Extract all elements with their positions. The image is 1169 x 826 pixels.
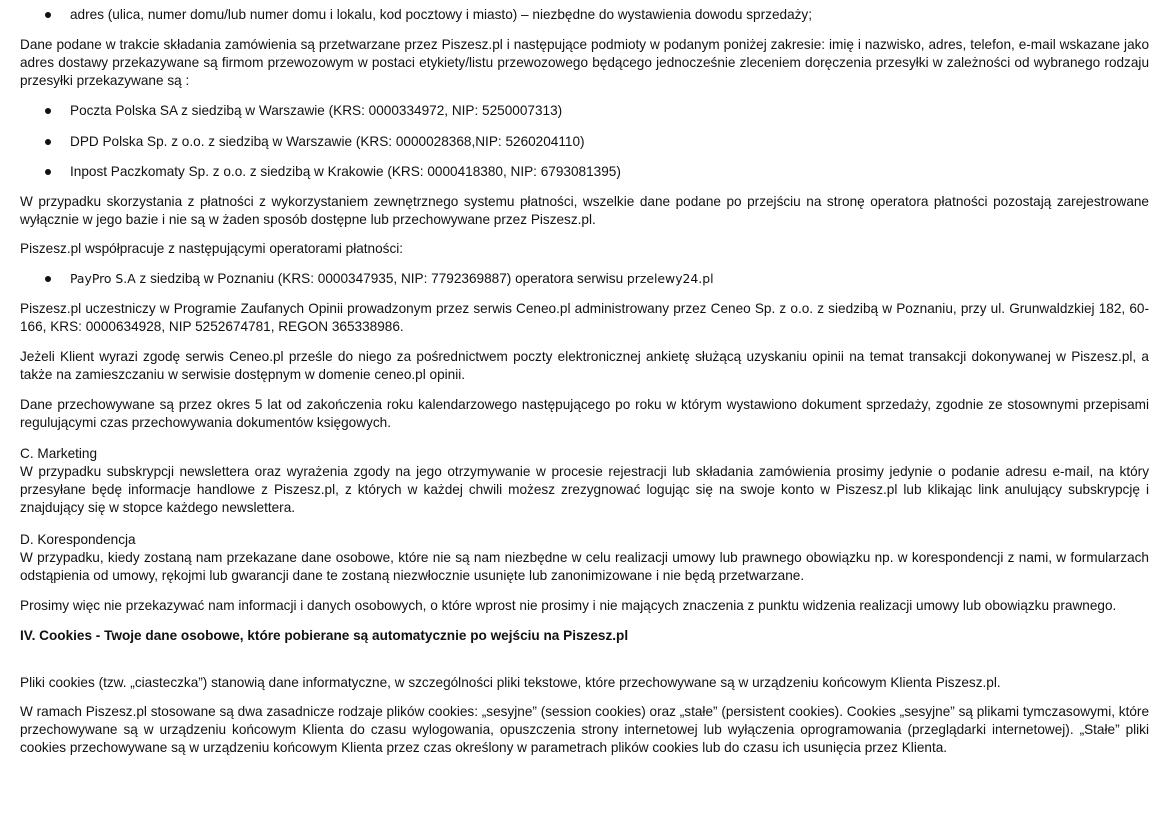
paragraph-data-request: Prosimy więc nie przekazywać nam informacji i danych osobowych, o które wprost nie prosimy i nie mających znaczenia z punktu widzenia realizacji umowy lub obowiązku prawnego. bbox=[20, 598, 1117, 613]
operator-service: przelewy24.pl bbox=[626, 271, 714, 286]
paragraph-data-retention: Dane przechowywane są przez okres 5 lat od zakończenia roku kalendarzowego następującego po roku w którym wystawiono dokument sprzedaży, zgodnie ze stosownymi przepisami regulującymi czas przechowywania dokumentów księgowych. bbox=[20, 397, 1149, 430]
list-item-carrier: Poczta Polska SA z siedzibą w Warszawie (KRS: 0000334972, NIP: 5250007313) bbox=[20, 102, 1149, 120]
document-page bbox=[20, 4, 1149, 757]
section-heading-cookies: IV. Cookies - Twoje dane osobowe, które pobierane są automatycznie po wejściu na Piszesz.pl bbox=[20, 628, 629, 643]
section-heading-marketing: C. Marketing bbox=[20, 446, 98, 461]
list-item-carrier: DPD Polska Sp. z o.o. z siedzibą w Warszawie (KRS: 0000028368,NIP: 5260204110) bbox=[20, 133, 1149, 151]
paragraph-payment-operators: Piszesz.pl współpracuje z następującymi operatorami płatności: bbox=[20, 241, 404, 256]
paragraph-marketing: W przypadku subskrypcji newslettera oraz wyrażenia zgody na jego otrzymywanie w procesie rejestracji lub składania zamówienia prosimy jedynie o podanie adresu e-mail, na który przesyłane będę informacje handlowe z Piszesz.pl, z których w każdej chwili możesz zrezygnować logując się na swoje konto w Piszesz.pl lub klikając link anulujący subskrypcję i znajdujący się w stopce każdego newslettera. bbox=[20, 464, 1149, 515]
operator-details: z siedzibą w Poznaniu (KRS: 0000347935, NIP: 7792369887) operatora serwisu bbox=[135, 271, 627, 286]
paragraph-external-payment: W przypadku skorzystania z płatności z wykorzystaniem zewnętrznego systemu płatności, wszelkie dane podane po przejściu na stronę operatora płatności pozostają zarejestrowane wyłącznie w jego bazie i nie są w żaden sposób dostępne lub przechowywane przez Piszesz.pl. bbox=[20, 194, 1149, 227]
list-item-carrier: Inpost Paczkomaty Sp. z o.o. z siedzibą w Krakowie (KRS: 0000418380, NIP: 6793081395) bbox=[20, 163, 1149, 181]
paragraph-ceneo-program: Piszesz.pl uczestniczy w Programie Zaufanych Opinii prowadzonym przez serwis Ceneo.pl administrowany przez Ceneo Sp. z o.o. z siedzibą w Poznaniu, przy ul. Grunwaldzkiej 182, 60-166, KRS: 0000634928, NIP 5252674781, REGON 365338986. bbox=[20, 301, 1149, 334]
paragraph-correspondence: W przypadku, kiedy zostaną nam przekazane dane osobowe, które nie są nam niezbędne w celu realizacji umowy lub prawnego obowiązku np. w korespondencji z nami, w formularzach odstąpienia od umowy, rękojmi lub gwarancji dane te zostaną niezwłocznie usunięte lub zanonimizowane i nie będą przetwarzane. bbox=[20, 550, 1149, 583]
paragraph-cookies-definition: Pliki cookies (tzw. „ciasteczka”) stanowią dane informatyczne, w szczególności pliki tekstowe, które przechowywane są w urządzeniu końcowym Klienta Piszesz.pl. bbox=[20, 675, 1001, 690]
section-heading-correspondence: D. Korespondencja bbox=[20, 532, 136, 547]
list-item-payment-operator bbox=[20, 270, 1149, 288]
paragraph-cookies-types: W ramach Piszesz.pl stosowane są dwa zasadnicze rodzaje plików cookies: „sesyjne” (session cookies) oraz „stałe” (persistent cookies). Cookies „sesyjne” są plikami tymczasowymi, które przechowywane są w urządzeniu końcowym Klienta do czasu wylogowania, opuszczenia strony internetowej lub wyłączenia oprogramowania (przeglądarki internetowej). „Stałe” pliki cookies przechowywane są w urządzeniu końcowym Klienta przez czas określony w parametrach plików cookies lub do czasu ich usunięcia przez Klienta. bbox=[20, 704, 1149, 755]
list-item-address: adres (ulica, numer domu/lub numer domu i lokalu, kod pocztowy i miasto) – niezbędne do wystawienia dowodu sprzedaży; bbox=[20, 6, 1149, 24]
paragraph-shipping-data: Dane podane w trakcie składania zamówienia są przetwarzane przez Piszesz.pl i następujące podmioty w podanym poniżej zakresie: imię i nazwisko, adres, telefon, e-mail wskazane jako adres dostawy przekazywane są firmom przewozowym w postaci etykiety/listu przewozowego będącego jednocześnie zleceniem doręczenia przesyłki w zależności od wybranego rodzaju przesyłki przekazywane są : bbox=[20, 37, 1149, 88]
paragraph-ceneo-consent: Jeżeli Klient wyrazi zgodę serwis Ceneo.pl prześle do niego za pośrednictwem poczty elektronicznej ankietę służącą uzyskaniu opinii na temat transakcji dokonywanej w Piszesz.pl, a także na zamieszczaniu w serwisie dostępnym w domenie ceneo.pl opinii. bbox=[20, 349, 1149, 382]
operator-name: PayPro S.A bbox=[70, 271, 136, 286]
